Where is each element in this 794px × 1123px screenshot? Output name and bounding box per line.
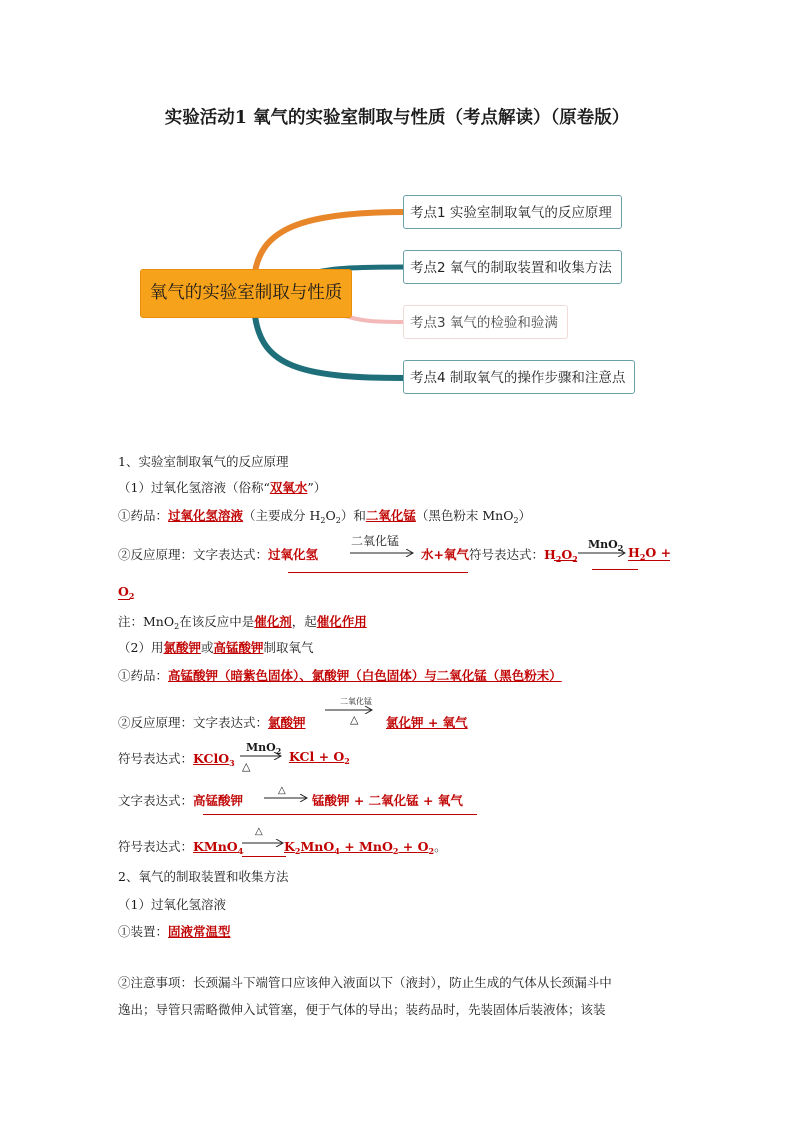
condition-mno2-label: 二氧化锰: [351, 534, 400, 548]
products: [284, 839, 434, 854]
text: ）: [518, 508, 532, 523]
heat-symbol: △: [255, 826, 263, 837]
subscript: 2: [294, 846, 301, 856]
text: KCl + O: [289, 749, 345, 764]
answer-blank: 高锰酸钾（暗紫色固体）、氯酸钾（白色固体）与二氧化锰（黑色粉末）: [168, 668, 562, 683]
text: +: [339, 839, 360, 854]
answer-blank: 催化作用: [316, 614, 367, 629]
symbol-line-kclo3: [118, 749, 235, 767]
mindmap-topic-4: 考点4 制取氧气的操作步骤和注意点: [403, 360, 635, 394]
subscript: 2: [617, 543, 624, 553]
answer-underline: [242, 856, 286, 857]
subscript: 2: [513, 516, 519, 525]
text: （黑色粉末 MnO: [415, 508, 514, 523]
para-kclo3: [118, 638, 314, 656]
reaction-arrow: [350, 549, 416, 557]
subscript: 4: [237, 846, 244, 856]
para-h2o2: [118, 478, 326, 496]
mindmap-topic-3: 考点3 氧气的检验和验满: [403, 305, 568, 339]
subscript: 2: [639, 552, 646, 562]
text: ”）: [307, 480, 327, 495]
word-line-kmno4: [118, 791, 243, 809]
answer-underline: [288, 572, 468, 573]
drug-line-1: [118, 506, 531, 524]
heat-symbol: △: [278, 785, 286, 796]
answer-blank: 过氧化氢: [268, 547, 319, 562]
answer-blank: 固液常温型: [168, 924, 231, 939]
reaction-arrow: [264, 794, 310, 802]
note-catalyst: [118, 612, 367, 630]
answer-blank: 过氧化氢溶液: [168, 508, 244, 523]
reaction-line-2: [118, 713, 306, 731]
text: ②反应原理：文字表达式：: [118, 715, 269, 730]
text: O: [325, 508, 336, 523]
answer-blank: 氯化钾 + 氧气: [386, 715, 468, 730]
text: O: [561, 547, 573, 562]
text: 符号表达式：: [118, 751, 194, 766]
text: MnO: [588, 538, 618, 551]
text: ①药品：: [118, 508, 169, 523]
text: 或: [200, 640, 214, 655]
answer-blank: 氯酸钾: [163, 640, 201, 655]
answer-blank: 锰酸钾 + 二氧化锰 + 氧气: [312, 793, 463, 808]
answer-underline: [554, 560, 576, 561]
para-device: （1）过氧化氢溶液: [118, 897, 226, 912]
text: 制取氧气: [263, 640, 314, 655]
text: 在该反应中是: [179, 614, 255, 629]
word-line-kmno4b: [312, 791, 463, 809]
mindmap-topic-2: 考点2 氧气的制取装置和收集方法: [403, 250, 622, 284]
heat-symbol: △: [242, 760, 251, 773]
subscript: 2: [335, 516, 341, 525]
answer-blank: 水+氧气: [421, 547, 469, 562]
subscript: 2: [344, 756, 350, 766]
reaction-arrow: [240, 752, 284, 760]
reaction-arrow: [242, 839, 286, 847]
text: MnO: [246, 741, 276, 754]
text: ②反应原理：文字表达式：: [118, 547, 269, 562]
text: 。: [434, 839, 447, 854]
formula-kmno4: [193, 839, 243, 854]
text: H: [544, 547, 556, 562]
note-line-1: ②注意事项：长颈漏斗下端管口应该伸入液面以下（液封），防止生成的气体从长颈漏斗中: [118, 975, 612, 990]
text: （主要成分 H: [243, 508, 321, 523]
text: +: [398, 839, 418, 854]
text: 文字表达式：: [118, 793, 194, 808]
subscript: 4: [334, 846, 340, 856]
text: （1）过氧化氢溶液（俗称“: [118, 480, 270, 495]
drug-line-2: [118, 666, 562, 684]
answer-blank: 二氧化锰: [365, 508, 416, 523]
text: ①药品：: [118, 668, 169, 683]
subscript: 2: [320, 516, 326, 525]
reaction-line-2b: [386, 713, 468, 731]
mindmap-topic-1: 考点1 实验室制取氧气的反应原理: [403, 195, 622, 229]
text: KClO: [193, 751, 230, 766]
answer-blank: 高锰酸钾: [193, 793, 244, 808]
subscript: 2: [428, 846, 435, 856]
text: O +: [645, 545, 672, 560]
answer-blank: 双氧水: [269, 480, 308, 495]
formula-h2o: [628, 545, 671, 560]
text: ）和: [340, 508, 366, 523]
text: KMnO: [193, 839, 238, 854]
mindmap-central-topic: 氧气的实验室制取与性质: [140, 269, 352, 318]
text: H: [628, 545, 640, 560]
text: 注：MnO: [118, 614, 175, 629]
section2-heading: 2、氧气的制取装置和收集方法: [118, 869, 289, 884]
answer-blank: 高锰酸钾: [213, 640, 264, 655]
heat-symbol: △: [350, 713, 359, 726]
subscript: 2: [392, 846, 399, 856]
formula-kcl: [289, 749, 350, 764]
text: O: [417, 839, 429, 854]
text: MnO: [359, 839, 393, 854]
text: 符号表达式：: [468, 547, 544, 562]
answer-blank: 氯酸钾: [268, 715, 306, 730]
answer-underline: [203, 814, 477, 815]
formula-kclo3: [193, 751, 235, 766]
answer-underline: [628, 560, 670, 561]
subscript: 2: [275, 746, 282, 756]
subscript: 2: [174, 622, 180, 631]
symbol-line-kmno4: [118, 837, 243, 855]
text: K: [284, 839, 295, 854]
reaction-arrow: [578, 549, 628, 557]
text: （2）用: [118, 640, 164, 655]
answer-blank: 催化剂: [254, 614, 292, 629]
text: O: [118, 584, 129, 599]
text: ①装置：: [118, 924, 169, 939]
page-title: 实验活动1 氧气的实验室制取与性质（考点解读）（原卷版）: [164, 108, 630, 128]
text: ，起: [291, 614, 317, 629]
formula-products: [284, 837, 447, 855]
text: MnO: [300, 839, 335, 854]
section1-heading: 1、实验室制取氧气的反应原理: [118, 454, 289, 469]
condition-mno2-label: 二氧化锰: [340, 697, 372, 706]
subscript: 3: [229, 758, 235, 768]
device-line: [118, 922, 231, 940]
answer-underline: [592, 569, 638, 570]
reaction-line-1: [118, 545, 318, 563]
text: 符号表达式：: [118, 839, 194, 854]
formula-o2: [118, 584, 134, 599]
subscript: 2: [128, 591, 135, 601]
subscript: 2: [572, 554, 578, 564]
mindmap-connectors: [0, 0, 794, 420]
subscript: 2: [555, 554, 562, 564]
answer-underline: [118, 599, 130, 600]
note-line-2: 逸出；导管只需略微伸入试管塞，便于气体的导出；装药品时，先装固体后装液体；该装: [118, 1002, 606, 1017]
